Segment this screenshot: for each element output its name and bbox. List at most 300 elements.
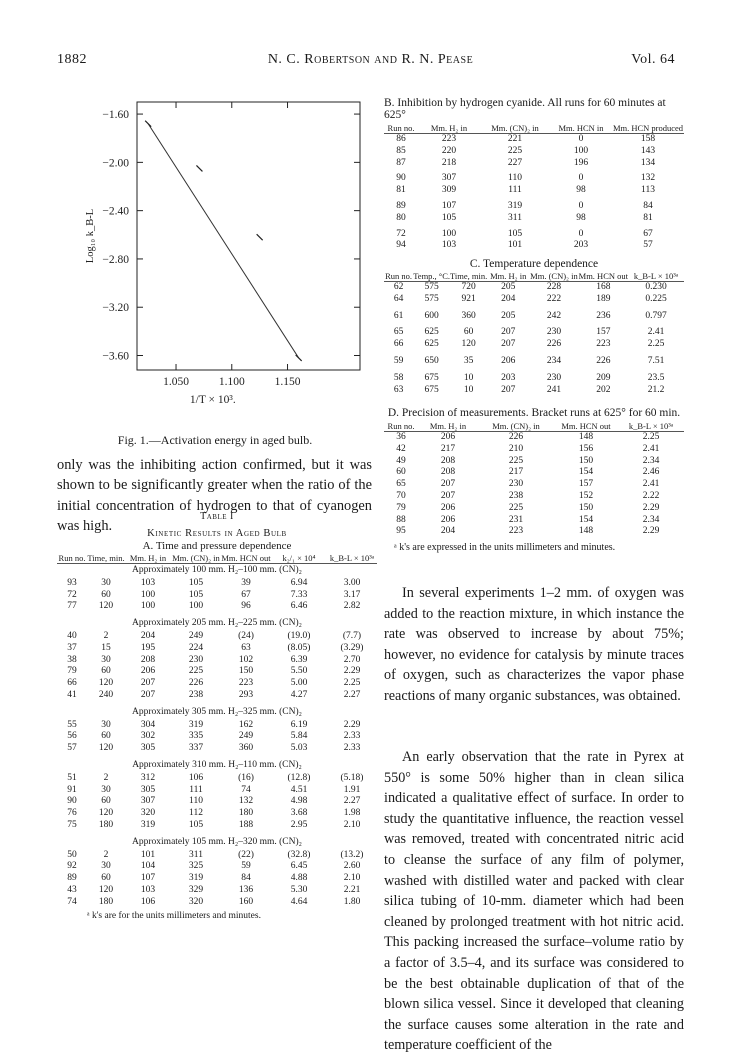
table-cell: 59 (393, 355, 404, 366)
group-heading: Approximately 205 mm. H₂–225 mm. (CN)₂ (132, 618, 302, 629)
table-cell: 329 (188, 884, 204, 895)
table-row (57, 820, 377, 832)
column-header: Mm. H₂ in (490, 271, 527, 281)
table-cell: 225 (508, 502, 524, 513)
table-d-footnote: ᵃ k's are expressed in the units millimeters and minutes. (394, 542, 616, 554)
table-cell: 15 (101, 642, 111, 653)
table-cell: 206 (440, 502, 456, 513)
table-cell: 311 (508, 212, 522, 223)
table-cell: 60 (101, 873, 111, 884)
table-cell: 30 (101, 784, 111, 795)
table-row (384, 515, 684, 527)
table-cell: 205 (501, 310, 516, 321)
group-heading: Approximately 310 mm. H₂–110 mm. (CN)₂ (132, 759, 302, 770)
left-paragraph: only was the inhibiting action confirmed, but it was shown to be significantly greater when the ratio of the initial concentration of hydrogen to that of cyanogen was high. (57, 457, 372, 534)
table-cell: 98 (576, 185, 586, 196)
table-cell: 70 (396, 490, 406, 501)
table-cell: 105 (441, 212, 457, 223)
table-cell: 625 (424, 327, 439, 338)
table-cell: 60 (101, 589, 111, 600)
column-header: Run no. (387, 123, 415, 133)
table-cell: 30 (101, 577, 111, 588)
column-header: Run no. (58, 553, 86, 563)
table-cell: 2.29 (642, 526, 660, 537)
table-cell: 226 (546, 339, 562, 350)
table-cell: 103 (140, 577, 156, 588)
y-tick-label: −2.80 (102, 253, 129, 266)
table-cell: 79 (396, 502, 406, 513)
table-cell: 93 (67, 577, 77, 588)
table-cell: 240 (98, 689, 114, 700)
table-cell: 56 (67, 731, 77, 742)
table-cell: 2.29 (343, 666, 361, 677)
table-row (384, 351, 684, 368)
table-cell: 1.80 (343, 896, 361, 907)
table-row (384, 456, 684, 468)
table-cell: 2 (103, 849, 109, 860)
column-header: Time, min. (450, 271, 488, 281)
table-cell: 206 (501, 355, 516, 366)
table-row (57, 643, 377, 655)
table-cell: 55 (67, 719, 77, 730)
table-row (57, 631, 377, 643)
table-cell: 2.41 (642, 443, 660, 454)
table-row (384, 197, 684, 213)
table-cell: 51 (67, 772, 77, 783)
table-cell: 335 (188, 731, 204, 742)
table-cell: (24) (238, 630, 254, 641)
table-cell: 87 (396, 157, 406, 168)
table-cell: 101 (507, 240, 523, 251)
table-cell: 650 (424, 355, 439, 366)
table-cell: 65 (393, 327, 404, 338)
table-d-title: D. Precision of measurements. Bracket runs at 625° for 60 min. (387, 407, 681, 419)
table-cell: 60 (101, 666, 111, 677)
table-cell: 230 (508, 479, 524, 490)
table-row (384, 294, 684, 306)
group-heading-row (57, 564, 377, 578)
table-cell: 88 (396, 514, 406, 525)
table-cell: 60 (463, 327, 474, 338)
table-cell: 103 (140, 884, 156, 895)
table-cell: 74 (67, 896, 77, 907)
column-header: Mm. HCN out (221, 553, 271, 563)
table-cell: 154 (578, 514, 594, 525)
group-heading-row (57, 702, 377, 720)
table-d-grid (384, 422, 684, 538)
table-cell: 180 (238, 808, 254, 819)
table-cell: 35 (463, 355, 474, 366)
table-cell: 2.70 (343, 654, 361, 665)
table-cell: 2.27 (343, 689, 361, 700)
table-cell: 65 (396, 479, 406, 490)
table-cell: 242 (546, 310, 562, 321)
table-cell: 6.45 (290, 861, 308, 872)
table-row (384, 213, 684, 225)
table-row (384, 491, 684, 503)
table-cell: 2.34 (642, 455, 660, 466)
table-cell: 222 (546, 293, 562, 304)
column-header: Mm. (CN)₂ in (172, 553, 220, 563)
table-cell: 3.17 (343, 589, 361, 600)
group-heading: Approximately 105 mm. H₂–320 mm. (CN)₂ (132, 836, 302, 847)
table-cell: 189 (596, 293, 611, 304)
table-cell: 100 (140, 589, 156, 600)
table-cell: 207 (140, 678, 156, 689)
table-cell: 241 (546, 384, 562, 395)
table-cell: 1.91 (343, 784, 361, 795)
group-heading-row (57, 613, 377, 631)
table-cell: (32.8) (287, 849, 311, 860)
table-cell: 720 (461, 282, 476, 292)
table-cell: 2.33 (343, 743, 361, 754)
table-cell: 3.00 (343, 577, 361, 588)
table-cell: 59 (241, 861, 251, 872)
table-cell: 30 (101, 719, 111, 730)
table-row (384, 385, 684, 397)
x-axis-label: 1/T × 10³. (189, 394, 236, 406)
table-cell: 5.03 (290, 743, 308, 754)
table-cell: 49 (396, 455, 406, 466)
table-row (57, 731, 377, 743)
table-cell: 2.10 (343, 873, 361, 884)
table-1-section-a: A. Time and pressure dependence (142, 540, 292, 552)
table-cell: 208 (140, 654, 156, 665)
table-cell: 120 (98, 601, 114, 612)
table-cell: 2.60 (343, 861, 361, 872)
table-cell: 105 (188, 577, 204, 588)
table-row (384, 146, 684, 158)
table-cell: 101 (140, 849, 156, 860)
table-1-footnote: ᵃ k's are for the units millimeters and minutes. (87, 910, 261, 921)
figure-1-chart (55, 92, 375, 422)
table-row (57, 861, 377, 873)
table-cell: 337 (188, 743, 204, 754)
column-header: Run no. (385, 271, 413, 281)
table-cell: 148 (578, 432, 594, 442)
table-cell: 3.68 (290, 808, 308, 819)
table-1-label: Table I (200, 511, 234, 522)
table-cell: 6.46 (290, 601, 308, 612)
table-cell: 307 (441, 173, 457, 184)
table-cell: 105 (188, 819, 204, 830)
table-cell: 79 (67, 666, 77, 677)
table-row (384, 185, 684, 197)
table-cell: 157 (596, 327, 611, 338)
table-cell: 228 (546, 282, 562, 292)
table-cell: 625 (424, 339, 439, 350)
column-header: Mm. (CN)₂ in (530, 271, 578, 281)
table-cell: 157 (578, 479, 594, 490)
y-tick-label: −2.40 (102, 205, 129, 218)
table-cell: 207 (501, 327, 516, 338)
table-cell: 320 (188, 896, 204, 907)
table-cell: 120 (98, 884, 114, 895)
table-cell: 575 (424, 293, 439, 304)
table-cell: 113 (641, 185, 655, 196)
table-row (57, 873, 377, 885)
x-tick-label: 1.050 (163, 376, 189, 388)
table-cell: 100 (441, 228, 457, 239)
table-cell: 206 (440, 514, 456, 525)
table-row (384, 467, 684, 479)
table-row (57, 690, 377, 702)
table-row (384, 240, 684, 252)
table-cell: 158 (640, 134, 656, 144)
table-cell: 103 (441, 240, 457, 251)
table-cell: 203 (573, 240, 589, 251)
table-row (384, 479, 684, 491)
table-1-title: Kinetic Results in Aged Bulb (147, 528, 287, 539)
table-cell: 107 (441, 200, 457, 211)
table-cell: 225 (507, 145, 523, 156)
table-cell: 5.50 (290, 666, 308, 677)
table-cell: 230 (188, 654, 204, 665)
table-cell: 111 (508, 185, 522, 196)
column-header: Mm. (CN)₂ in (492, 421, 540, 431)
table-cell: 203 (501, 372, 516, 383)
table-cell: 107 (140, 873, 156, 884)
table-cell: 6.19 (290, 719, 308, 730)
table-cell: 238 (188, 689, 204, 700)
group-heading-row (57, 832, 377, 850)
table-row (384, 225, 684, 241)
table-cell: 89 (67, 873, 77, 884)
table-row (384, 158, 684, 170)
table-cell: 4.51 (290, 784, 308, 795)
table-cell: 6.39 (290, 654, 308, 665)
table-cell: (7.7) (342, 630, 362, 641)
table-cell: 6.94 (290, 577, 308, 588)
table-cell: 36 (396, 432, 406, 442)
table-cell: 2.10 (343, 819, 361, 830)
table-cell: 230 (546, 372, 562, 383)
table-cell: 96 (241, 601, 251, 612)
table-cell: 2.25 (647, 339, 665, 350)
right-paragraph-1: In several experiments 1–2 mm. of oxygen was added to the reaction mixture, in which instance the rate was observed to increase by about 75%; however, no evidence for catalysis by minute traces of oxygen, such as characterizes the vapor phase reactions of many organic substances, was obtained. (384, 585, 684, 704)
table-row (57, 720, 377, 732)
column-header: Time, min. (87, 553, 125, 563)
plot-frame (137, 102, 360, 370)
y-tick-label: −1.60 (102, 109, 129, 122)
table-cell: 196 (573, 157, 589, 168)
table-cell: 91 (67, 784, 77, 795)
table-cell: 207 (440, 479, 456, 490)
table-row (384, 322, 684, 339)
table-cell: 154 (578, 467, 594, 478)
table-cell: (16) (238, 772, 254, 783)
table-cell: 0.797 (645, 310, 667, 321)
table-cell: 156 (578, 443, 594, 454)
table-cell: 2.82 (343, 601, 361, 612)
table-cell: 2.22 (642, 490, 660, 501)
table-cell: 120 (461, 339, 476, 350)
table-cell: 7.51 (647, 355, 665, 366)
table-cell: 208 (440, 467, 456, 478)
table-cell: 42 (396, 443, 406, 454)
table-cell: 4.27 (290, 689, 308, 700)
column-header: k_B-L × 10³ᵃ (628, 421, 674, 431)
table-cell: 223 (238, 678, 254, 689)
table-1-grid (57, 554, 377, 909)
table-cell: 148 (578, 526, 594, 537)
table-cell: 38 (67, 654, 77, 665)
table-cell: 85 (396, 145, 406, 156)
table-cell: 23.5 (647, 372, 665, 383)
table-c-title: C. Temperature dependence (469, 258, 599, 270)
volume-label: Vol. 64 (631, 52, 675, 67)
table-row (57, 578, 377, 590)
table-cell: 67 (643, 228, 653, 239)
table-cell: 94 (396, 240, 406, 251)
table-cell: 111 (189, 784, 203, 795)
table-cell: 72 (67, 589, 77, 600)
table-cell: 223 (508, 526, 524, 537)
x-tick-label: 1.100 (218, 376, 245, 388)
table-cell: 76 (67, 808, 77, 819)
table-row (57, 808, 377, 820)
figure-caption: Fig. 1.—Activation energy in aged bulb. (117, 433, 313, 447)
table-cell: 37 (67, 642, 77, 653)
table-cell: 66 (67, 678, 77, 689)
table-row (57, 897, 377, 909)
table-cell: 226 (508, 432, 524, 442)
table-cell: 2.34 (642, 514, 660, 525)
table-cell: 207 (501, 384, 516, 395)
table-cell: 43 (67, 884, 77, 895)
table-row (384, 503, 684, 515)
table-cell: 30 (101, 654, 111, 665)
column-header: Mm. H₂ in (129, 553, 167, 563)
table-cell: 206 (440, 432, 456, 442)
table-b-title: B. Inhibition by hydrogen cyanide. All runs for 60 minutes at 625° (384, 97, 666, 121)
table-cell: 5.30 (290, 884, 308, 895)
table-cell: 132 (238, 796, 254, 807)
table-cell: 98 (576, 212, 586, 223)
table-cell: 30 (101, 861, 111, 872)
table-d (384, 407, 684, 553)
table-cell: 136 (238, 884, 254, 895)
table-cell: 204 (501, 293, 516, 304)
column-header: Mm. H₂ in (429, 421, 467, 431)
y-tick-label: −2.00 (102, 157, 129, 170)
table-cell: 60 (396, 467, 406, 478)
table-cell: 180 (98, 896, 114, 907)
table-cell: 110 (189, 796, 203, 807)
table-cell: (3.29) (340, 642, 364, 653)
table-cell: 210 (508, 443, 524, 454)
table-cell: 1.98 (343, 808, 361, 819)
data-point (296, 355, 302, 361)
table-cell: 100 (140, 601, 156, 612)
table-cell: 2.25 (642, 432, 660, 442)
table-cell: 223 (596, 339, 611, 350)
table-cell: 84 (241, 873, 251, 884)
table-cell: 304 (140, 719, 156, 730)
table-cell: 7.33 (290, 589, 308, 600)
table-cell: 302 (140, 731, 156, 742)
table-cell: (22) (238, 849, 254, 860)
table-cell: 205 (501, 282, 516, 292)
table-cell: 162 (238, 719, 254, 730)
table-cell: 307 (140, 796, 156, 807)
table-b (384, 97, 684, 252)
table-cell: 305 (140, 743, 156, 754)
table-cell: 195 (140, 642, 156, 653)
table-cell: 305 (140, 784, 156, 795)
column-header: Mm. HCN in (558, 123, 604, 133)
table-cell: 10 (463, 384, 474, 395)
table-c-grid (384, 272, 684, 396)
table-row (57, 655, 377, 667)
table-row (57, 678, 377, 690)
table-cell: 921 (461, 293, 476, 304)
table-cell: 5.84 (290, 731, 308, 742)
table-cell: 236 (596, 310, 611, 321)
table-cell: 2.29 (642, 502, 660, 513)
table-cell: 218 (441, 157, 457, 168)
table-cell: 112 (189, 808, 203, 819)
table-cell: 223 (441, 134, 457, 144)
table-cell: 106 (140, 896, 156, 907)
table-cell: 150 (578, 455, 594, 466)
table-row (57, 666, 377, 678)
table-row (57, 601, 377, 613)
table-row (384, 339, 684, 351)
table-row (57, 796, 377, 808)
table-cell: 81 (643, 212, 653, 223)
table-cell: 207 (140, 689, 156, 700)
table-1 (57, 510, 377, 921)
table-cell: 188 (238, 819, 254, 830)
table-cell: 0 (578, 200, 584, 211)
table-cell: 86 (396, 134, 406, 144)
table-cell: 319 (140, 819, 156, 830)
table-cell: 249 (188, 630, 204, 641)
table-cell: 120 (98, 808, 114, 819)
table-cell: 293 (238, 689, 254, 700)
y-tick-label: −3.20 (102, 302, 129, 315)
table-cell: 60 (101, 731, 111, 742)
table-cell: 360 (238, 743, 254, 754)
table-cell: 319 (188, 719, 204, 730)
table-cell: (5.18) (340, 772, 364, 783)
table-cell: (12.8) (287, 772, 311, 783)
table-cell: 0 (578, 228, 584, 239)
table-row (384, 526, 684, 538)
column-header: Run no. (387, 421, 415, 431)
column-header: k_B-L × 10³ᵃ (633, 271, 679, 281)
page-number: 1882 (57, 52, 87, 67)
table-cell: 81 (396, 185, 406, 196)
table-cell: 64 (393, 293, 404, 304)
table-cell: 325 (188, 861, 204, 872)
table-cell: 41 (67, 689, 77, 700)
table-cell: 66 (393, 339, 404, 350)
table-cell: 2.33 (343, 731, 361, 742)
table-cell: 675 (424, 384, 439, 395)
table-cell: 50 (67, 849, 77, 860)
table-cell: 2.95 (290, 819, 308, 830)
column-header: Mm. HCN produced (612, 123, 684, 133)
table-row (384, 169, 684, 185)
table-row (384, 134, 684, 146)
table-cell: 249 (238, 731, 254, 742)
x-tick-label: 1.150 (274, 376, 301, 388)
table-cell: 0.230 (645, 282, 667, 292)
table-cell: 360 (461, 310, 476, 321)
table-cell: 75 (67, 819, 77, 830)
